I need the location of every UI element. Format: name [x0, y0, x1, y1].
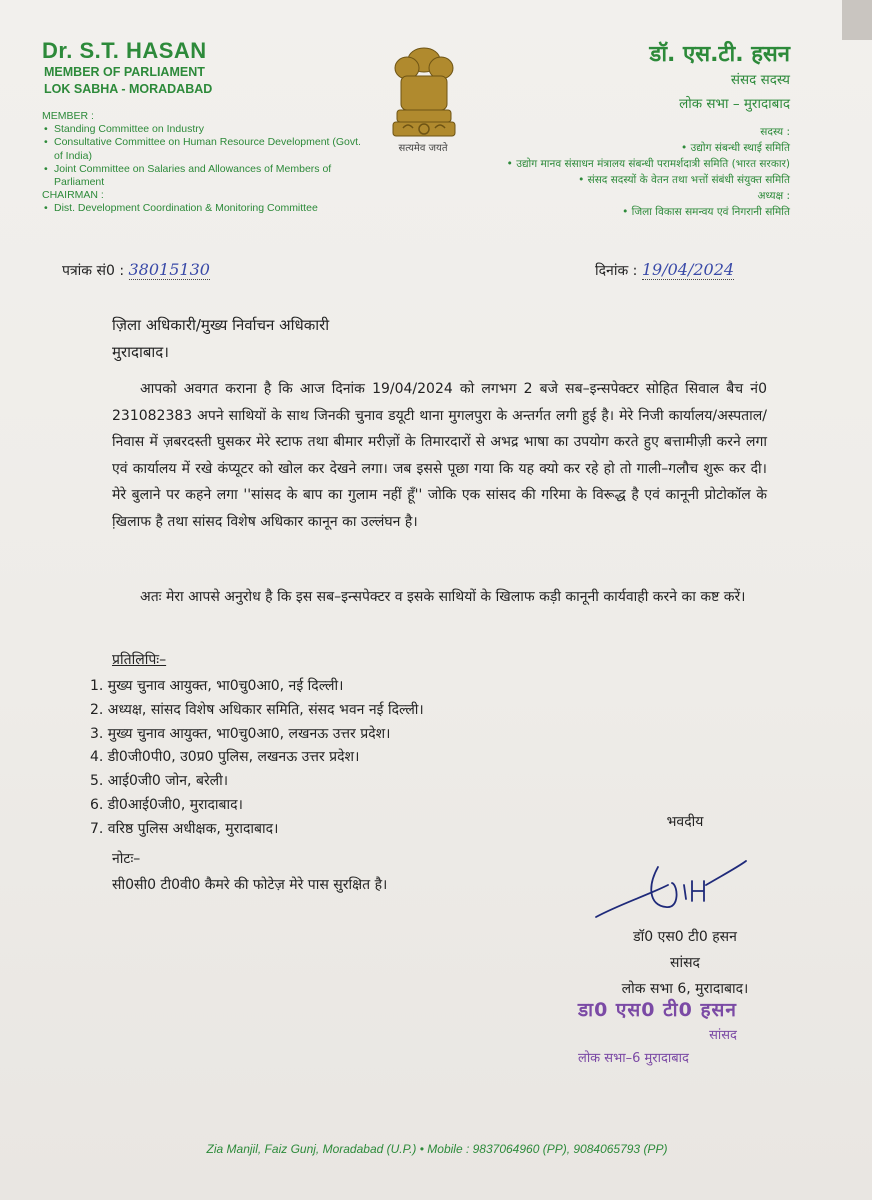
chairman-label-english: CHAIRMAN : [42, 189, 104, 202]
letterhead-english [42, 38, 362, 98]
letterhead-hindi [470, 38, 790, 116]
footer-address: Zia Manjil, Faiz Gunj, Moradabad (U.P.) • Mobile : 9837064960 (PP), 9084065793 (PP) [206, 1142, 668, 1156]
committee-item: • जिला विकास समन्वय एवं निगरानी समिति [430, 204, 790, 220]
addressee [112, 312, 329, 366]
copy-item: 7. वरिष्ठ पुलिस अधीक्षक, मुरादाबाद। [90, 820, 279, 837]
reference-number [62, 260, 210, 280]
copy-item: 4. डी0जी0पी0, उ0प्र0 पुलिस, लखनऊ उत्तर प्रदेश। [90, 749, 360, 766]
chairman-label-hindi: अध्यक्ष : [757, 190, 790, 202]
stamp-name: डा0 एस0 टी0 हसन [578, 999, 737, 1021]
committee-list-english [42, 110, 362, 216]
member-label-hindi: सदस्य : [760, 126, 790, 138]
copy-item: 3. मुख्य चुनाव आयुक्त, भा0चु0आ0, लखनऊ उत्तर प्रदेश। [90, 725, 391, 742]
sender-title-english: MEMBER OF PARLIAMENT [44, 65, 205, 79]
date-value: 19/04/2024 [641, 260, 735, 279]
letter-date [595, 260, 734, 280]
note-title: नोटः– [112, 851, 141, 867]
committee-item: • उद्योग संबन्धी स्थाई समिति [430, 140, 790, 156]
committee-item: • उद्योग मानव संसाधन मंत्रालय संबन्धी परामर्शदात्री समिति (भारत सरकार) [430, 156, 790, 172]
body-paragraph: आपको अवगत कराना है कि आज दिनांक 19/04/2024 को लगभग 2 बजे सब–इन्सपेक्टर सोहित सिवाल बैच नं0 231082383 अपने साथियों के साथ जिनकी चुनाव डयूटी थाना मुगलपुरा के अन्तर्गत लगी हुई है। मेरे निजी कार्यालय/अस्पताल/निवास में ज़बरदस्ती घुसकर मेरे स्टाफ तथा बीमार मरीज़ों के तिमारदारों से अभद्र भाषा का उपयोग करते हुए बत्तामीज़ी करने लगा एवं कार्यालय में रखे कंप्यूटर को खोल कर देखने लगा। जब इससे पूछा गया कि यह क्यो कर रहे हो तो गाली–गलौच शुरू कर दी। मेरे बुलाने पर कहने लगा ''सांसद के बाप का गुलाम नहीं हूँ'' जोकि एक सांसद की गरिमा के विरूद्ध है एवं कानूनी प्रोटोकॉल के खि़लाफ है तथा सांसद विशेष अधिकार कानून का उल्लंघन है। [112, 381, 767, 530]
sender-name-hindi: डॉ. एस.टी. हसन [649, 42, 790, 67]
copy-item: 6. डी0आई0जी0, मुरादाबाद। [90, 796, 243, 813]
page-corner-shadow [842, 0, 872, 40]
copies-heading [112, 650, 166, 669]
copy-item: 2. अध्यक्ष, सांसद विशेष अधिकार समिति, संसद भवन नई दिल्ली। [90, 701, 424, 718]
addressee-line: ज़िला अधिकारी/मुख्य निर्वाचन अधिकारी [112, 316, 330, 334]
sender-constituency-english: LOK SABHA - MORADABAD [44, 82, 213, 96]
signatory-name: डॉ0 एस0 टी0 हसन [633, 929, 737, 945]
copy-item: 5. आई0जी0 जोन, बरेली। [90, 773, 229, 790]
committee-item: • Joint Committee on Salaries and Allowances of Members of Parliament [42, 163, 362, 189]
committee-item: • Dist. Development Coordination & Monitoring Committee [42, 202, 362, 215]
official-stamp [578, 996, 737, 1066]
sender-name-english: Dr. S.T. HASAN [42, 38, 207, 63]
signatory [560, 924, 810, 1002]
stamp-title: सांसद [709, 1028, 737, 1043]
copies-title: प्रतिलिपिः– [112, 652, 167, 668]
body-paragraph: अतः मेरा आपसे अनुरोध है कि इस सब–इन्सपेक्टर व इसके साथियों के खिलाफ कड़ी कानूनी कार्यवाही करने का कष्ट करें। [140, 589, 746, 605]
stamp-area: लोक सभा–6 मुरादाबाद [578, 1051, 689, 1066]
sender-title-hindi: संसद सदस्य [730, 72, 790, 88]
sender-constituency-hindi: लोक सभा – मुरादाबाद [679, 96, 790, 112]
copy-item: 1. मुख्य चुनाव आयुक्त, भा0चु0आ0, नई दिल्ली। [90, 678, 344, 694]
note [112, 846, 387, 898]
committee-item: • Standing Committee on Industry [42, 123, 362, 136]
committee-item: • Consultative Committee on Human Resource Development (Govt. of India) [42, 136, 362, 162]
committee-list-hindi [430, 124, 790, 220]
closing-text: भवदीय [666, 814, 704, 830]
addressee-line: मुरादाबाद। [112, 343, 169, 361]
handwritten-signature-icon [588, 855, 748, 925]
member-label-english: MEMBER : [42, 110, 94, 122]
reference-label: पत्रांक सं0 : [62, 263, 125, 279]
copies-list [90, 675, 424, 842]
emblem-motto: सत्यमेव जयते [398, 143, 448, 154]
signatory-title: सांसद [670, 955, 700, 971]
date-label: दिनांक : [595, 263, 638, 279]
committee-item: • संसद सदस्यों के वेतन तथा भत्तों संबंधी संयुक्त समिति [430, 172, 790, 188]
reference-value: 38015130 [128, 260, 210, 279]
note-text: सी0सी0 टी0वी0 कैमरे की फोटेज़ मेरे पास सुरक्षित है। [112, 877, 388, 893]
closing [570, 812, 800, 831]
signatory-constituency: लोक सभा 6, मुरादाबाद। [621, 981, 749, 997]
